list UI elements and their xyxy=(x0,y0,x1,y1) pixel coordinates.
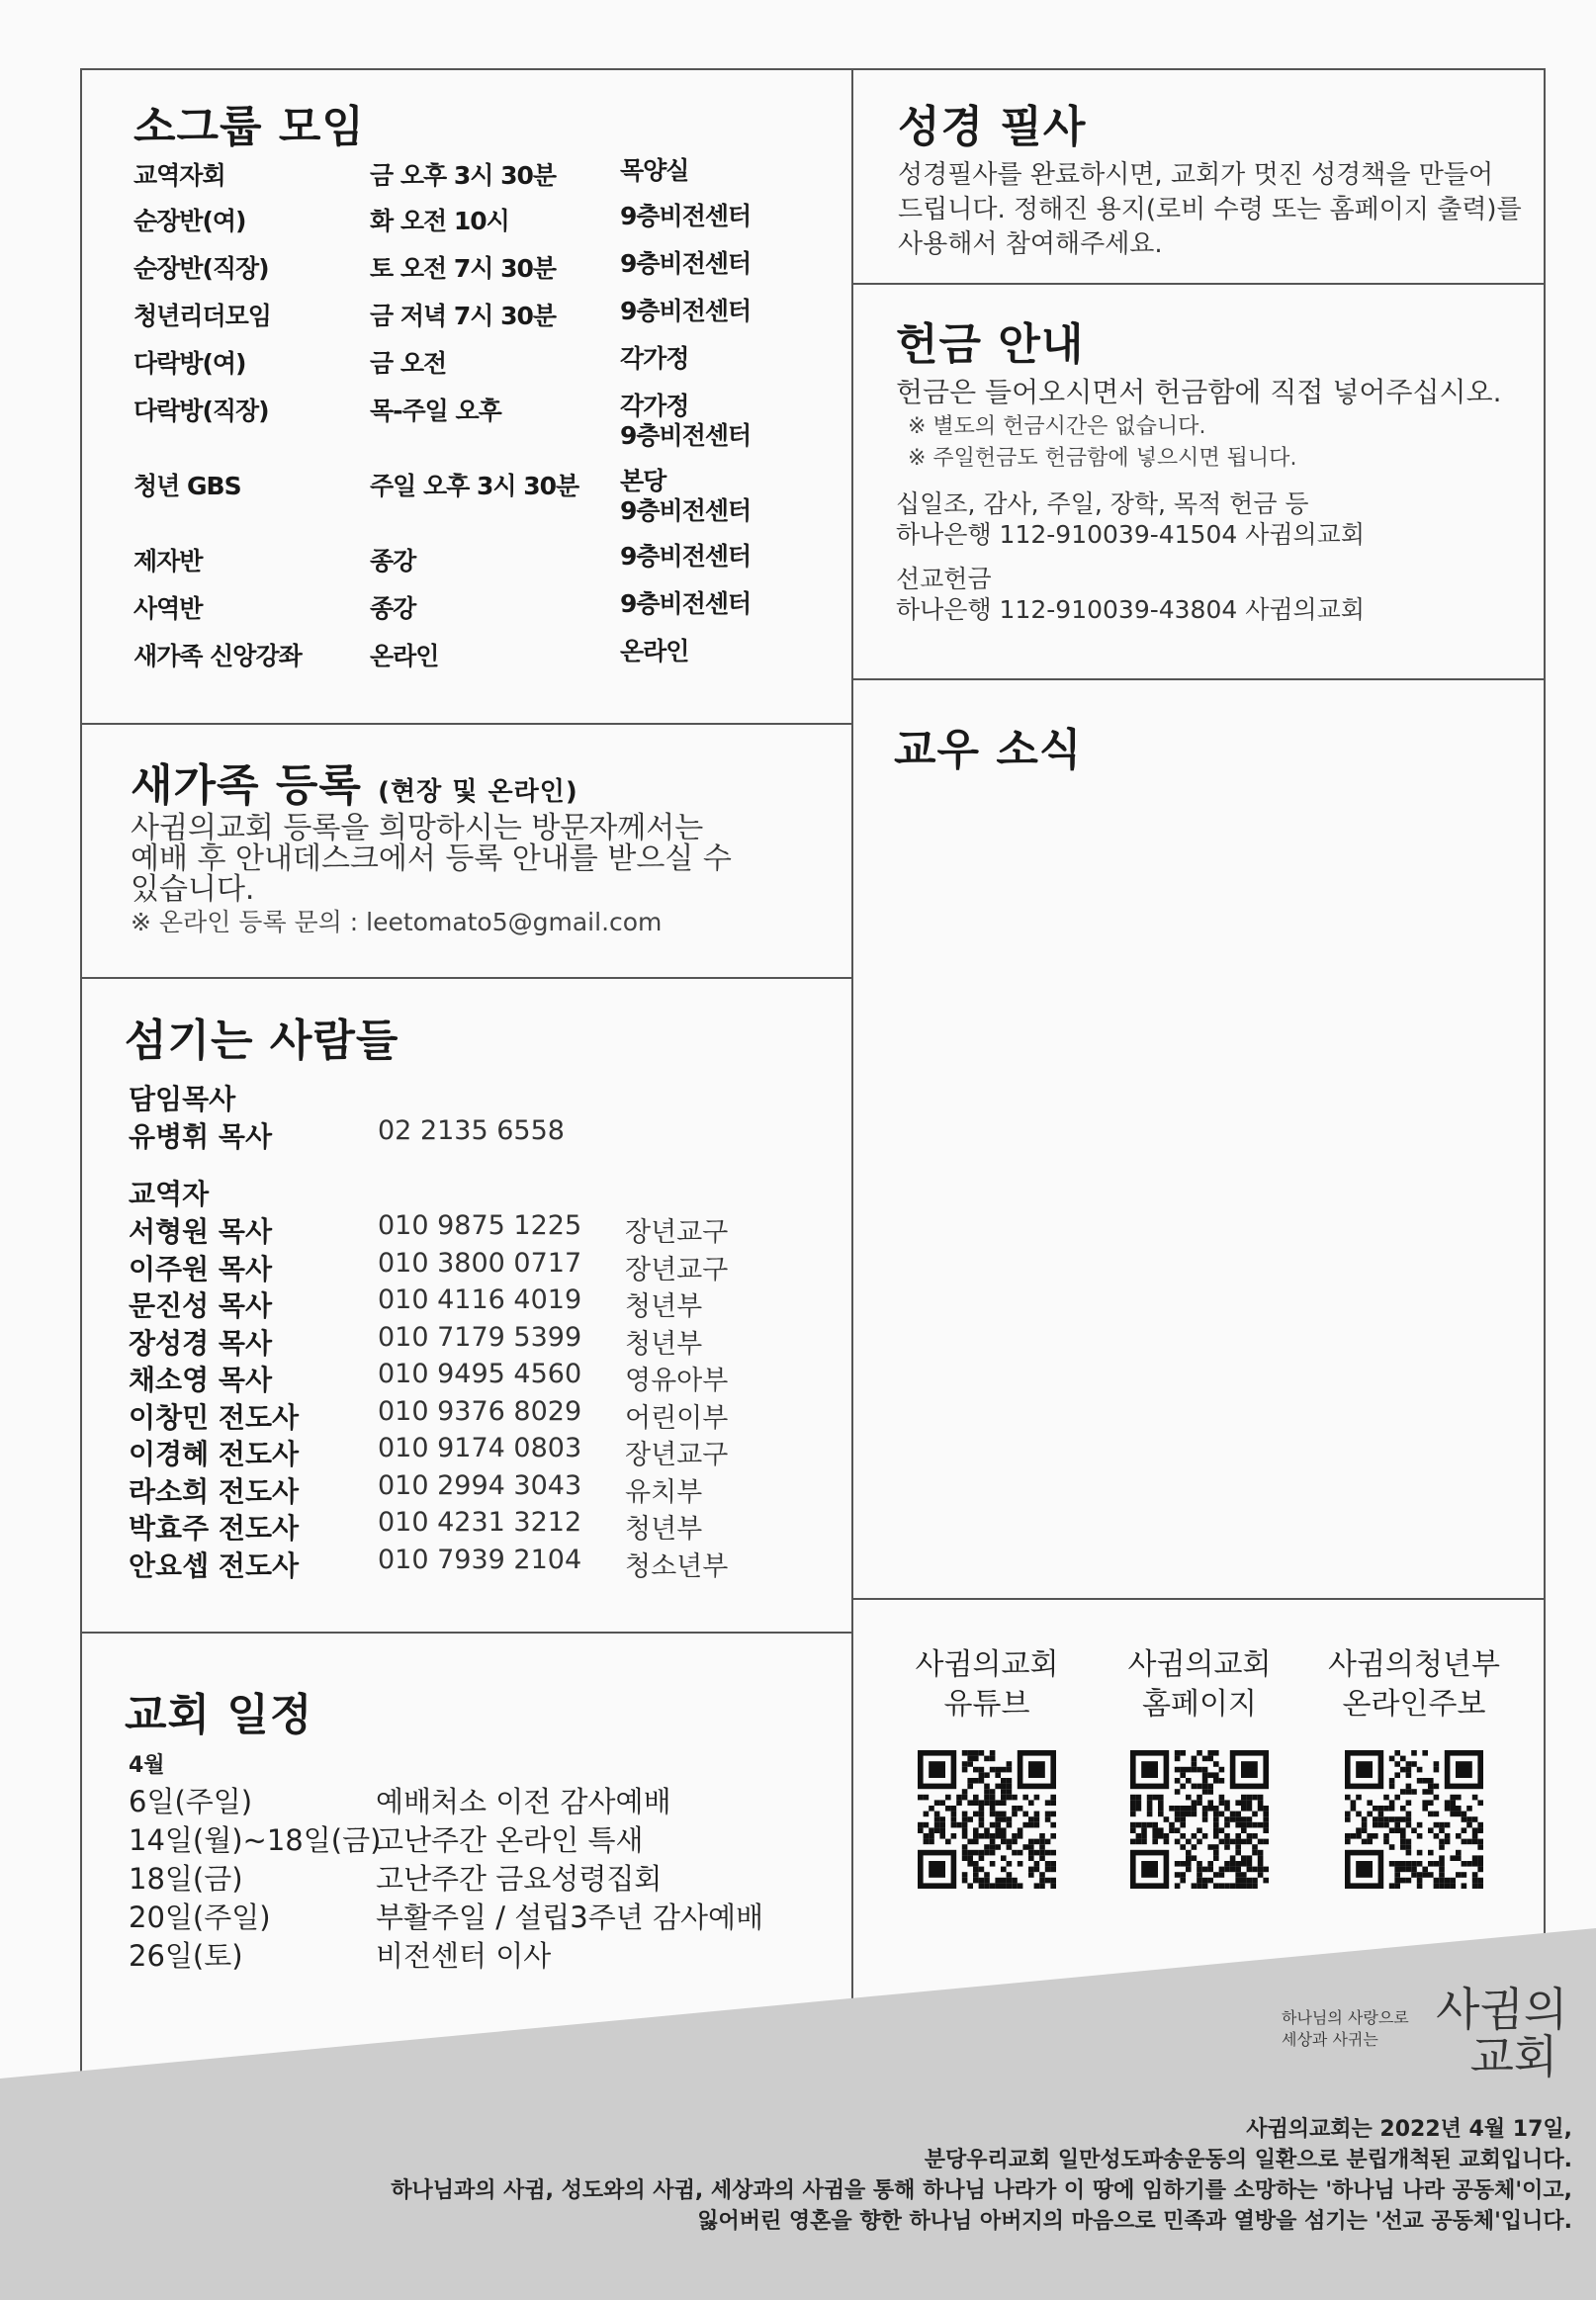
section-title: 성경 필사 xyxy=(898,102,1087,152)
paragraph-line: 성경필사를 완료하시면, 교회가 멋진 성경책을 만들어 xyxy=(898,160,1494,190)
small-group-section xyxy=(133,91,365,154)
section-title: 소그룹 모임 xyxy=(133,102,365,152)
group-place: 9층비전센터 xyxy=(620,202,752,230)
divider xyxy=(851,283,1546,285)
qr-code-icon[interactable] xyxy=(918,1750,1056,1889)
group-place: 9층비전센터 xyxy=(620,297,752,325)
staff-name: 채소영 목사 xyxy=(129,1364,272,1396)
section-title: 교회 일정 xyxy=(125,1690,313,1740)
qr-label-line: 사귐의청년부 xyxy=(1328,1647,1500,1682)
section-title: 헌금 안내 xyxy=(896,319,1085,370)
servants-section xyxy=(125,1005,399,1068)
staff-phone: 010 3800 0717 xyxy=(378,1247,582,1279)
divider xyxy=(851,678,1546,680)
offering-section xyxy=(896,309,1539,625)
paragraph-line: 있습니다. xyxy=(131,872,255,907)
qr-label-line: 온라인주보 xyxy=(1342,1687,1486,1722)
group-time: 화 오전 10시 xyxy=(370,207,509,235)
staff-phone: 010 9495 4560 xyxy=(378,1359,582,1389)
group-name: 새가족 신앙강좌 xyxy=(133,642,302,670)
section-title: 새가족 등록 xyxy=(131,760,362,811)
staff-phone: 010 7179 5399 xyxy=(378,1321,582,1353)
group-time: 금 오전 xyxy=(370,349,447,378)
group-time: 금 저녁 7시 30분 xyxy=(370,302,557,330)
schedule-date: 26일(토) xyxy=(129,1939,243,1973)
staff-dept: 장년교구 xyxy=(625,1217,729,1248)
paragraph-line: 사귐의교회 등록을 희망하시는 방문자께서는 xyxy=(131,811,704,845)
staff-name: 서형원 목사 xyxy=(129,1215,272,1248)
group-name: 다락방(직장) xyxy=(133,397,269,425)
paragraph-line: 드립니다. 정해진 용지(로비 수령 또는 홈페이지 출력)를 xyxy=(898,195,1522,224)
qr-label-line: 유튜브 xyxy=(943,1687,1030,1722)
newcomer-section xyxy=(131,750,842,938)
column-divider xyxy=(851,68,853,2006)
staff-name: 이경혜 전도사 xyxy=(129,1438,300,1470)
staff-name: 이주원 목사 xyxy=(129,1252,272,1285)
group-time: 금 오후 3시 30분 xyxy=(370,161,557,190)
group-name: 청년리더모임 xyxy=(133,302,271,330)
statement-line: 사귐의교회는 2022년 4월 17일, xyxy=(1246,2117,1572,2142)
schedule-section xyxy=(125,1679,312,1742)
church-statement xyxy=(391,2114,1572,2237)
staff-phone: 010 7939 2104 xyxy=(378,1544,582,1575)
schedule-event: 비전센터 이사 xyxy=(376,1939,552,1973)
schedule-event: 고난주간 금요성령집회 xyxy=(376,1862,663,1896)
section-title: 섬기는 사람들 xyxy=(125,1016,399,1066)
staff-name: 유병휘 목사 xyxy=(129,1120,272,1153)
qr-label-line: 사귐의교회 xyxy=(1127,1647,1272,1682)
qr-label xyxy=(888,1645,1086,1725)
staff-name: 이창민 전도사 xyxy=(129,1400,300,1434)
group-time: 종강 xyxy=(370,547,416,575)
schedule-month: 4월 xyxy=(129,1753,165,1778)
staff-dept: 청소년부 xyxy=(625,1550,729,1582)
statement-line: 하나님과의 사귐, 성도와의 사귐, 세상과의 사귐을 통해 하나님 나라가 이 땅에 임하기를 소망하는 '하나님 나라 공동체'이고, xyxy=(391,2178,1572,2203)
logo-tagline-line: 세상과 사귀는 xyxy=(1282,2030,1378,2049)
section-subtitle: (현장 및 온라인) xyxy=(378,777,578,807)
statement-line: 잃어버린 영혼을 향한 하나님 아버지의 마음으로 민족과 열방을 섬기는 '선교 공동체'입니다. xyxy=(697,2209,1572,2234)
group-time: 온라인 xyxy=(370,642,439,670)
staff-name: 라소희 전도사 xyxy=(129,1474,300,1508)
paragraph-line: 예배 후 안내데스크에서 등록 안내를 받으실 수 xyxy=(131,841,732,876)
divider xyxy=(851,1598,1546,1600)
group-time: 토 오전 7시 30분 xyxy=(370,254,557,283)
qr-label-line: 홈페이지 xyxy=(1142,1687,1257,1722)
staff-dept: 청년부 xyxy=(625,1291,703,1322)
account-number: 하나은행 112-910039-41504 사귐의교회 xyxy=(896,520,1365,549)
subheading: 교역자 xyxy=(129,1178,210,1210)
schedule-event: 예배처소 이전 감사예배 xyxy=(376,1785,671,1818)
bible-copy-section xyxy=(898,91,1531,262)
group-place: 9층비전센터 xyxy=(620,589,752,618)
staff-dept: 청년부 xyxy=(625,1514,703,1545)
account-label: 십일조, 감사, 주일, 장학, 목적 헌금 등 xyxy=(896,489,1309,518)
divider xyxy=(80,977,851,979)
qr-label-line: 사귐의교회 xyxy=(915,1647,1059,1682)
church-logo xyxy=(1436,1983,1568,2083)
offering-note: ※ 주일헌금도 헌금함에 넣으시면 됩니다. xyxy=(908,446,1297,471)
schedule-event: 부활주일 / 설립3주년 감사예배 xyxy=(376,1901,764,1934)
qr-label xyxy=(1315,1645,1513,1725)
staff-name: 박효주 전도사 xyxy=(129,1512,300,1545)
group-name: 순장반(직장) xyxy=(133,254,269,283)
schedule-date: 20일(주일) xyxy=(129,1901,271,1934)
qr-code-icon[interactable] xyxy=(1345,1750,1483,1889)
staff-name: 안요셉 전도사 xyxy=(129,1548,300,1582)
divider xyxy=(80,723,851,725)
staff-name: 문진성 목사 xyxy=(129,1289,272,1322)
group-time: 목-주일 오후 xyxy=(370,397,501,425)
logo-mark: 사귐의 xyxy=(1436,1983,1568,2036)
group-place: 본당 9층비전센터 xyxy=(620,467,752,525)
staff-phone: 010 9376 8029 xyxy=(378,1395,582,1427)
group-name: 교역자회 xyxy=(133,161,225,190)
group-place: 9층비전센터 xyxy=(620,542,752,571)
statement-line: 분당우리교회 일만성도파송운동의 일환으로 분립개척된 교회입니다. xyxy=(924,2148,1572,2172)
schedule-date: 6일(주일) xyxy=(129,1785,253,1818)
staff-dept: 청년부 xyxy=(625,1328,703,1360)
group-place: 온라인 xyxy=(620,637,689,665)
staff-dept: 영유아부 xyxy=(625,1366,729,1396)
paragraph-line: 사용해서 참여해주세요. xyxy=(898,229,1163,259)
qr-code-icon[interactable] xyxy=(1130,1750,1269,1889)
group-name: 순장반(여) xyxy=(133,207,246,235)
group-time: 종강 xyxy=(370,594,416,623)
group-place: 9층비전센터 xyxy=(620,249,752,278)
staff-dept: 어린이부 xyxy=(625,1402,729,1434)
subheading: 담임목사 xyxy=(129,1083,236,1115)
logo-mark: 교회 xyxy=(1469,2030,1558,2083)
offering-note: ※ 별도의 헌금시간은 없습니다. xyxy=(908,414,1206,439)
schedule-date: 18일(금) xyxy=(129,1862,243,1896)
group-name: 청년 GBS xyxy=(133,472,241,500)
account-label: 선교헌금 xyxy=(896,565,992,593)
schedule-date: 14일(월)~18일(금) xyxy=(129,1823,382,1857)
qr-label xyxy=(1101,1645,1298,1725)
group-time: 주일 오후 3시 30분 xyxy=(370,472,579,500)
staff-phone: 010 4231 3212 xyxy=(378,1507,582,1538)
staff-dept: 유치부 xyxy=(625,1476,703,1508)
account-number: 하나은행 112-910039-43804 사귐의교회 xyxy=(896,595,1365,624)
staff-dept: 장년교구 xyxy=(625,1440,729,1470)
email-note: ※ 온라인 등록 문의 : leetomato5@gmail.com xyxy=(131,908,663,936)
group-name: 다락방(여) xyxy=(133,349,246,378)
offering-lead: 헌금은 들어오시면서 헌금함에 직접 넣어주십시오. xyxy=(896,376,1502,408)
group-place: 각가정 9층비전센터 xyxy=(620,392,752,450)
staff-phone: 010 2994 3043 xyxy=(378,1469,582,1501)
group-place: 각가정 xyxy=(620,344,689,373)
news-section xyxy=(894,714,1082,777)
schedule-event: 고난주간 온라인 특새 xyxy=(376,1823,644,1857)
group-name: 제자반 xyxy=(133,547,203,575)
staff-phone: 010 9174 0803 xyxy=(378,1433,582,1463)
group-place: 목양실 xyxy=(620,156,689,185)
group-name: 사역반 xyxy=(133,594,203,623)
staff-phone: 010 4116 4019 xyxy=(378,1284,582,1315)
divider xyxy=(80,1632,851,1634)
section-title: 교우 소식 xyxy=(894,725,1083,775)
logo-tagline-line: 하나님의 사랑으로 xyxy=(1282,2008,1409,2027)
staff-phone: 010 9875 1225 xyxy=(378,1210,582,1241)
logo-tagline xyxy=(1282,2007,1409,2051)
staff-phone: 02 2135 6558 xyxy=(378,1115,565,1146)
staff-dept: 장년교구 xyxy=(625,1254,729,1285)
staff-name: 장성경 목사 xyxy=(129,1326,272,1360)
